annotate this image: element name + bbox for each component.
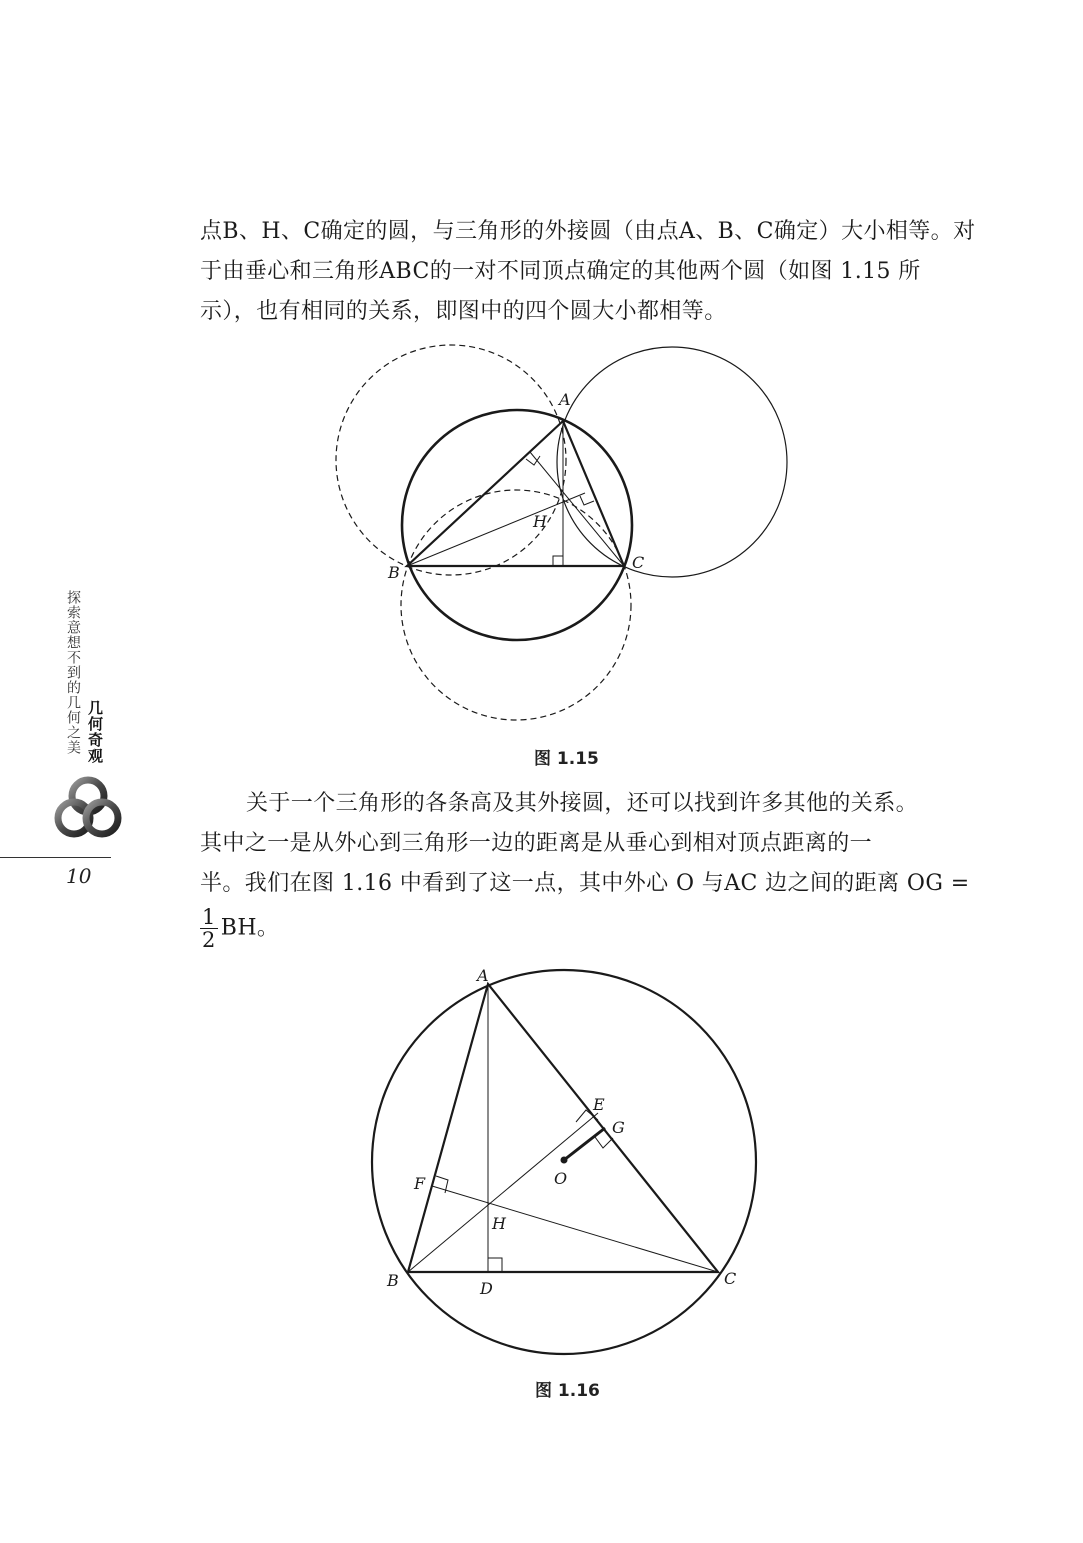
fig16-label-b: B	[387, 1271, 399, 1290]
paragraph-2-line-2: 其中之一是从外心到三角形一边的距离是从垂心到相对顶点距离的一	[200, 831, 873, 856]
fig16-label-d: D	[480, 1279, 493, 1298]
fraction-denominator: 2	[202, 928, 216, 952]
paragraph-1-line-1: 点B、H、C确定的圆，与三角形的外接圆（由点A、B、C确定）大小相等。对	[200, 219, 976, 244]
series-title: 探索意想不到的几何之美	[65, 590, 81, 755]
circle-abh	[336, 345, 566, 575]
paragraph-2	[200, 784, 970, 952]
altitude-from-c	[530, 452, 624, 566]
figure-1-16	[0, 940, 1083, 1370]
fig16-label-o: O	[554, 1169, 568, 1188]
fig15-label-b: B	[388, 563, 400, 582]
right-angle-mark-d	[553, 556, 563, 566]
book-title: 几何奇观	[86, 700, 104, 764]
fig16-label-c: C	[724, 1269, 737, 1288]
circle-ach	[557, 347, 787, 577]
figure-1-16-caption: 图 1.16	[535, 1381, 600, 1401]
page-number: 10	[66, 864, 92, 888]
fig15-label-c: C	[632, 553, 645, 572]
altitude-from-b	[407, 493, 585, 566]
right-angle-mark-f	[526, 456, 540, 465]
paragraph-1-line-3: 示），也有相同的关系，即图中的四个圆大小都相等。	[200, 299, 727, 324]
fig16-label-f: F	[414, 1174, 426, 1193]
paragraph-2-line-4-tail: BH。	[220, 915, 280, 941]
segment-og	[564, 1128, 605, 1160]
triangle-abc	[408, 984, 718, 1272]
paragraph-2-line-3: 半。我们在图 1.16 中看到了这一点，其中外心 O 与AC 边之间的距离 OG =	[200, 871, 970, 896]
fraction-numerator: 1	[202, 905, 216, 929]
figure-1-15-caption: 图 1.15	[534, 749, 599, 769]
fig16-label-e: E	[593, 1095, 605, 1114]
fig15-label-h: H	[533, 512, 547, 531]
fig16-label-g: G	[612, 1118, 625, 1137]
fig16-label-a: A	[477, 966, 489, 985]
fig15-label-a: A	[559, 390, 571, 409]
fig16-label-h: H	[492, 1214, 506, 1233]
point-o	[561, 1157, 568, 1164]
paragraph-1-line-2: 于由垂心和三角形ABC的一对不同顶点确定的其他两个圆（如图 1.15 所	[200, 259, 921, 284]
paragraph-2-line-1: 关于一个三角形的各条高及其外接圆，还可以找到许多其他的关系。	[246, 791, 919, 816]
right-angle-mark-d	[488, 1258, 502, 1272]
altitude-be	[408, 1113, 598, 1272]
right-angle-mark-e	[580, 496, 594, 505]
circumcircle-abc	[402, 410, 632, 640]
figure-1-15	[0, 0, 1083, 760]
trefoil-knot-logo	[50, 772, 126, 844]
altitude-cf	[432, 1186, 718, 1272]
sidebar-rule	[0, 857, 111, 858]
